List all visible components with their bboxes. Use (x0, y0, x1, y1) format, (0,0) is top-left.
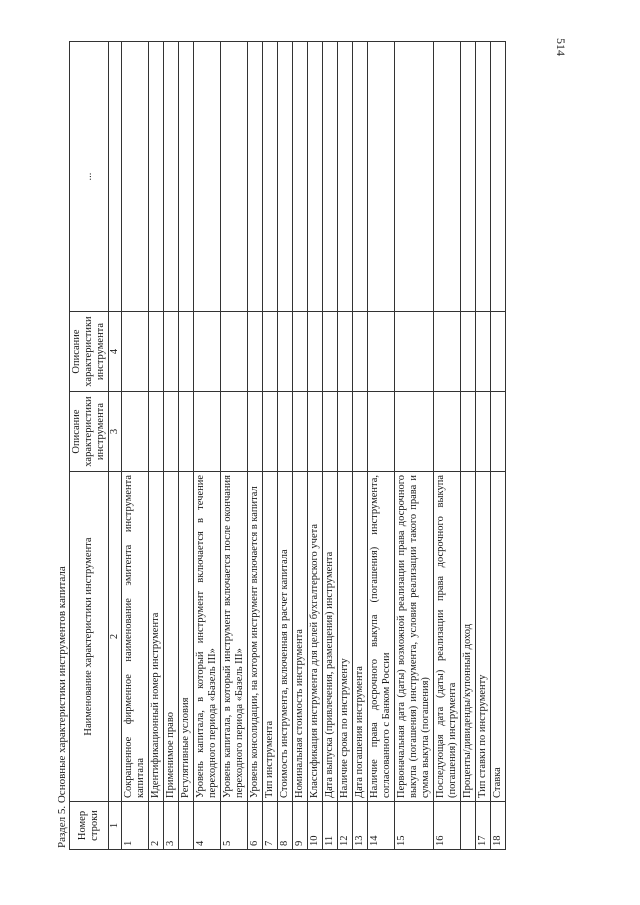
rotated-page-content (55, 30, 535, 850)
row-number: 4 (194, 802, 221, 850)
row-extra (293, 42, 308, 312)
row-description-3 (491, 392, 506, 472)
row-extra (179, 42, 194, 312)
row-description-3 (122, 392, 149, 472)
table-row (179, 42, 194, 850)
row-extra (248, 42, 263, 312)
row-description-4 (164, 312, 179, 392)
table-row (434, 42, 461, 850)
row-extra (368, 42, 395, 312)
row-description-4 (491, 312, 506, 392)
row-extra (395, 42, 434, 312)
row-description-3 (164, 392, 179, 472)
row-description-3 (476, 392, 491, 472)
table-row (476, 42, 491, 850)
row-extra (476, 42, 491, 312)
header-description-3: Описание характеристики инструмента (70, 392, 109, 472)
table-body (122, 42, 506, 850)
row-number: 16 (434, 802, 461, 850)
row-name: Уровень капитала, в который инструмент включается после окончания переходного периода «Базель III» (221, 472, 248, 802)
row-number: 9 (293, 802, 308, 850)
page-number: 514 (554, 38, 568, 56)
row-number: 5 (221, 802, 248, 850)
header-row (70, 42, 109, 850)
row-name: Проценты/дивиденды/купонный доход (461, 472, 476, 802)
row-description-3 (308, 392, 323, 472)
row-name: Тип ставки по инструменту (476, 472, 491, 802)
row-number: 11 (323, 802, 338, 850)
row-name: Сокращенное фирменное наименование эмитента инструмента капитала (122, 472, 149, 802)
row-number: 2 (149, 802, 164, 850)
header-description-4: Описание характеристики инструмента (70, 312, 109, 392)
row-name: Последующая дата (даты) реализации права досрочного выкупа (погашения) инструмента (434, 472, 461, 802)
header-row-number: Номер строки (70, 802, 109, 850)
row-name: Первоначальная дата (даты) возможной реализации права досрочного выкупа (погашения) инструмента, условия реализации такого права и сумма выкупа (погашения) (395, 472, 434, 802)
row-name: Идентификационный номер инструмента (149, 472, 164, 802)
row-name: Стоимость инструмента, включенная в расчет капитала (278, 472, 293, 802)
capital-instruments-table (69, 41, 506, 850)
table-row (248, 42, 263, 850)
row-extra (122, 42, 149, 312)
table-row (368, 42, 395, 850)
row-number (179, 802, 194, 850)
row-description-4 (461, 312, 476, 392)
row-description-3 (434, 392, 461, 472)
table-row (323, 42, 338, 850)
header-ellipsis: ... (70, 42, 109, 312)
row-description-4 (434, 312, 461, 392)
row-name: Уровень консолидации, на котором инструмент включается в капитал (248, 472, 263, 802)
row-number: 13 (353, 802, 368, 850)
table-row (278, 42, 293, 850)
header-name: Наименование характеристики инструмента (70, 472, 109, 802)
table-row (491, 42, 506, 850)
row-name: Применимое право (164, 472, 179, 802)
row-description-3 (194, 392, 221, 472)
row-extra (338, 42, 353, 312)
row-number: 7 (263, 802, 278, 850)
row-description-4 (308, 312, 323, 392)
row-name: Ставка (491, 472, 506, 802)
column-index-row (109, 42, 122, 850)
row-description-4 (122, 312, 149, 392)
row-number: 6 (248, 802, 263, 850)
row-extra (164, 42, 179, 312)
row-extra (263, 42, 278, 312)
row-description-4 (263, 312, 278, 392)
row-description-3 (395, 392, 434, 472)
row-number: 15 (395, 802, 434, 850)
table-row (194, 42, 221, 850)
row-description-3 (338, 392, 353, 472)
row-description-3 (323, 392, 338, 472)
row-description-4 (293, 312, 308, 392)
row-extra (491, 42, 506, 312)
row-number: 8 (278, 802, 293, 850)
table-row (461, 42, 476, 850)
row-extra (434, 42, 461, 312)
row-number (461, 802, 476, 850)
row-description-3 (353, 392, 368, 472)
row-description-4 (179, 312, 194, 392)
table-row (308, 42, 323, 850)
row-extra (194, 42, 221, 312)
row-name: Дата погашения инструмента (353, 472, 368, 802)
table-row (395, 42, 434, 850)
row-extra (278, 42, 293, 312)
col-index-3: 3 (109, 392, 122, 472)
table-row (122, 42, 149, 850)
col-index-2: 2 (109, 472, 122, 802)
col-index-4: 4 (109, 312, 122, 392)
row-description-4 (368, 312, 395, 392)
row-number: 10 (308, 802, 323, 850)
row-description-4 (278, 312, 293, 392)
row-description-4 (248, 312, 263, 392)
row-extra (221, 42, 248, 312)
row-extra (353, 42, 368, 312)
row-name: Тип инструмента (263, 472, 278, 802)
table-row (164, 42, 179, 850)
section-title: Раздел 5. Основные характеристики инструментов капитала (56, 566, 68, 848)
row-description-3 (221, 392, 248, 472)
row-description-3 (248, 392, 263, 472)
table-row (263, 42, 278, 850)
row-description-4 (149, 312, 164, 392)
row-name: Наличие права досрочного выкупа (погашения) инструмента, согласованного с Банком России (368, 472, 395, 802)
row-description-4 (395, 312, 434, 392)
row-description-4 (476, 312, 491, 392)
row-extra (461, 42, 476, 312)
row-description-4 (338, 312, 353, 392)
row-description-3 (149, 392, 164, 472)
row-description-4 (221, 312, 248, 392)
row-number: 17 (476, 802, 491, 850)
row-extra (149, 42, 164, 312)
row-number: 3 (164, 802, 179, 850)
table-row (338, 42, 353, 850)
row-number: 12 (338, 802, 353, 850)
table-row (221, 42, 248, 850)
row-name: Классификация инструмента для целей бухгалтерского учета (308, 472, 323, 802)
row-description-3 (263, 392, 278, 472)
row-description-3 (278, 392, 293, 472)
row-description-3 (293, 392, 308, 472)
row-number: 1 (122, 802, 149, 850)
row-number: 18 (491, 802, 506, 850)
row-name: Дата выпуска (привлечения, размещения) инструмента (323, 472, 338, 802)
row-description-4 (323, 312, 338, 392)
table-row (149, 42, 164, 850)
table-row (293, 42, 308, 850)
col-index-1: 1 (109, 802, 122, 850)
row-description-3 (179, 392, 194, 472)
row-name: Наличие срока по инструменту (338, 472, 353, 802)
row-description-4 (353, 312, 368, 392)
row-name: Регулятивные условия (179, 472, 194, 802)
row-name: Номинальная стоимость инструмента (293, 472, 308, 802)
row-description-4 (194, 312, 221, 392)
col-index-empty (109, 42, 122, 312)
row-description-3 (461, 392, 476, 472)
row-extra (323, 42, 338, 312)
table-row (353, 42, 368, 850)
row-name: Уровень капитала, в который инструмент включается в течение переходного периода «Базель III» (194, 472, 221, 802)
row-extra (308, 42, 323, 312)
row-description-3 (368, 392, 395, 472)
row-number: 14 (368, 802, 395, 850)
